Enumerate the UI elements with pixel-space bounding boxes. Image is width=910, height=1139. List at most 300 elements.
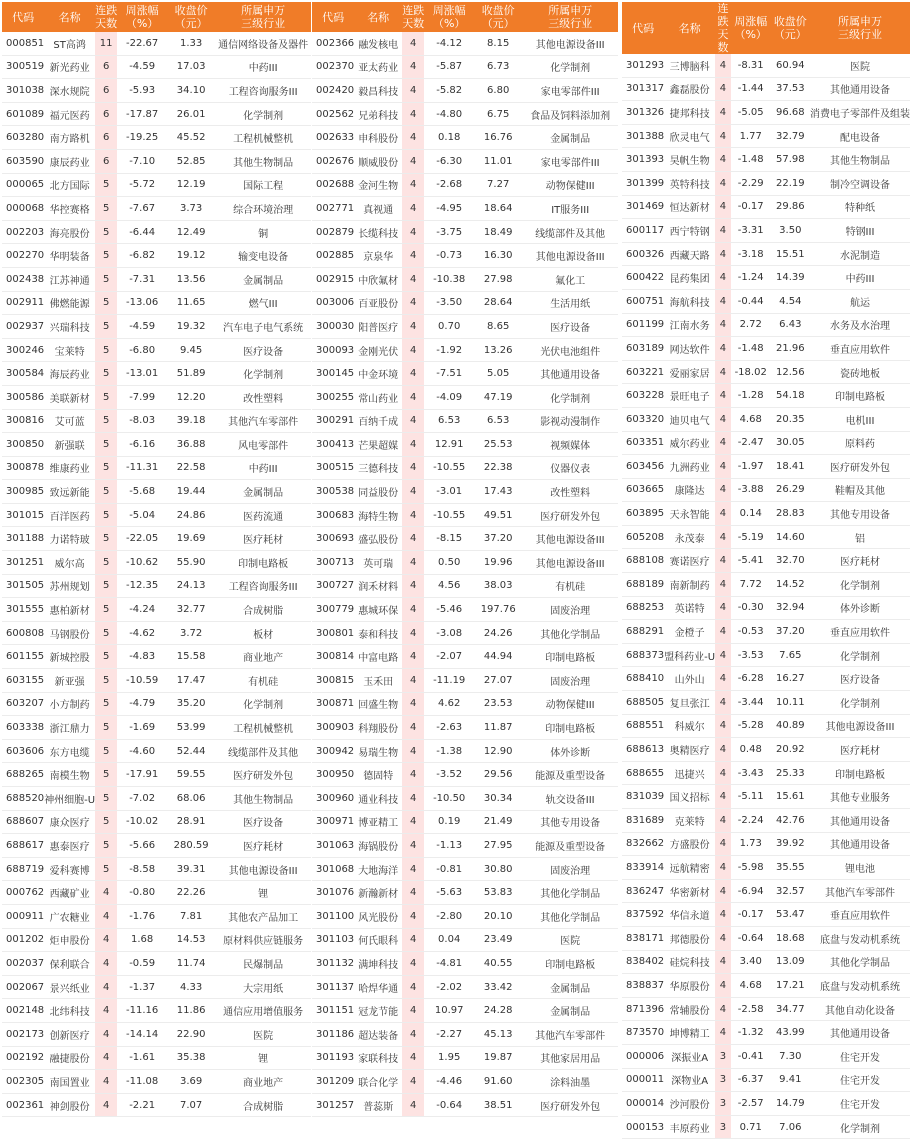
consecutive-down-days-cell: 4 — [402, 456, 424, 480]
stock-code-cell: 301015 — [2, 503, 44, 527]
stock-code-cell: 688613 — [622, 738, 664, 762]
stock-code-cell: 300850 — [2, 433, 44, 457]
industry-cell: 其他专用设备 — [522, 810, 618, 834]
consecutive-down-days-cell: 4 — [715, 124, 731, 148]
stock-code-cell: 301063 — [312, 834, 354, 858]
stock-code-cell: 603606 — [2, 739, 44, 763]
stock-name-cell: 山外山 — [664, 667, 715, 691]
stock-name-cell: 威尔高 — [44, 551, 95, 575]
close-price-cell: 11.74 — [167, 952, 215, 976]
stock-code-cell: 603895 — [622, 502, 664, 526]
table-row — [2, 810, 311, 834]
consecutive-down-days-cell: 4 — [402, 338, 424, 362]
close-price-cell: 22.38 — [474, 456, 522, 480]
weekly-change-cell: -11.31 — [117, 456, 167, 480]
weekly-change-cell: -1.69 — [117, 716, 167, 740]
close-price-cell: 37.53 — [771, 77, 810, 101]
stock-code-cell: 301188 — [2, 527, 44, 551]
industry-cell: 金属制品 — [522, 999, 618, 1023]
industry-cell: 其他电源设备III — [522, 527, 618, 551]
industry-cell: 家电零部件III — [522, 79, 618, 103]
close-price-cell: 19.44 — [167, 480, 215, 504]
stock-code-cell: 301326 — [622, 101, 664, 125]
industry-cell: 印制电路板 — [215, 551, 311, 575]
stock-name-cell: 苏州规划 — [44, 574, 95, 598]
consecutive-down-days-cell: 5 — [95, 527, 117, 551]
table-row — [312, 952, 618, 976]
consecutive-down-days-cell: 5 — [95, 173, 117, 197]
industry-cell: 印制电路板 — [522, 716, 618, 740]
consecutive-down-days-cell: 4 — [715, 761, 731, 785]
industry-cell: 鞋帽及其他 — [810, 478, 910, 502]
header-stock-name: 名称 — [664, 2, 715, 54]
industry-cell: 金属制品 — [522, 126, 618, 150]
weekly-change-cell: -8.58 — [117, 857, 167, 881]
header-stock-code: 代码 — [2, 2, 44, 32]
consecutive-down-days-cell: 4 — [95, 904, 117, 928]
industry-cell: 商业地产 — [215, 1070, 311, 1094]
weekly-change-cell: -10.55 — [424, 456, 474, 480]
weekly-change-cell: -4.12 — [424, 32, 474, 55]
close-price-cell: 23.53 — [474, 692, 522, 716]
stock-code-cell: 301399 — [622, 171, 664, 195]
stock-name-cell: 真视通 — [354, 197, 402, 221]
consecutive-down-days-cell: 4 — [402, 480, 424, 504]
stock-name-cell: 新光药业 — [44, 55, 95, 79]
industry-cell: 有机硅 — [215, 669, 311, 693]
industry-cell: 通信应用增值服务 — [215, 999, 311, 1023]
stock-name-cell: 盛弘股份 — [354, 527, 402, 551]
industry-cell: 金属制品 — [215, 267, 311, 291]
weekly-change-cell: -6.44 — [117, 220, 167, 244]
stock-code-cell: 600751 — [622, 289, 664, 313]
close-price-cell: 22.58 — [167, 456, 215, 480]
consecutive-down-days-cell: 4 — [402, 739, 424, 763]
industry-cell: 其他化学制品 — [522, 904, 618, 928]
industry-cell: 航运 — [810, 289, 910, 313]
close-price-cell: 14.60 — [771, 525, 810, 549]
stock-code-cell: 000014 — [622, 1092, 664, 1116]
close-price-cell: 49.51 — [474, 503, 522, 527]
weekly-change-cell: -3.88 — [731, 478, 771, 502]
table-row — [312, 315, 618, 339]
consecutive-down-days-cell: 5 — [95, 692, 117, 716]
close-price-cell: 45.13 — [474, 1022, 522, 1046]
table-row — [2, 149, 311, 173]
table-row — [622, 289, 910, 313]
stock-code-cell: 300030 — [312, 315, 354, 339]
table-row — [2, 197, 311, 221]
table-row — [2, 716, 311, 740]
close-price-cell: 4.54 — [771, 289, 810, 313]
weekly-change-cell: -2.57 — [731, 1092, 771, 1116]
industry-cell: 综合环境治理 — [215, 197, 311, 221]
consecutive-down-days-cell: 4 — [715, 384, 731, 408]
weekly-change-cell: 1.95 — [424, 1046, 474, 1070]
table-row — [622, 785, 910, 809]
weekly-change-cell: 1.73 — [731, 832, 771, 856]
consecutive-down-days-cell: 6 — [95, 79, 117, 103]
table-row — [312, 456, 618, 480]
close-price-cell: 197.76 — [474, 598, 522, 622]
stock-name-cell: 回盛生物 — [354, 692, 402, 716]
stock-code-cell: 300971 — [312, 810, 354, 834]
table-row — [2, 1093, 311, 1117]
close-price-cell: 3.50 — [771, 219, 810, 243]
table-row — [2, 904, 311, 928]
stock-name-cell: 常山药业 — [354, 385, 402, 409]
stock-code-cell: 300255 — [312, 385, 354, 409]
close-price-cell: 7.65 — [771, 643, 810, 667]
stock-code-cell: 603320 — [622, 407, 664, 431]
weekly-change-cell: -5.72 — [117, 173, 167, 197]
stock-code-cell: 837592 — [622, 903, 664, 927]
stock-code-cell: 838171 — [622, 926, 664, 950]
table-row — [2, 952, 311, 976]
weekly-change-cell: -5.04 — [117, 503, 167, 527]
stock-name-cell: 阳普医疗 — [354, 315, 402, 339]
stock-name-cell: 南新制药 — [664, 573, 715, 597]
industry-cell: 医疗研发外包 — [522, 1093, 618, 1117]
stock-code-cell: 002037 — [2, 952, 44, 976]
consecutive-down-days-cell: 4 — [95, 1093, 117, 1117]
weekly-change-cell: -1.48 — [731, 337, 771, 361]
stock-code-cell: 838837 — [622, 974, 664, 998]
table-row — [312, 32, 618, 55]
consecutive-down-days-cell: 5 — [95, 315, 117, 339]
weekly-change-cell: 12.91 — [424, 433, 474, 457]
table-row — [312, 527, 618, 551]
close-price-cell: 28.83 — [771, 502, 810, 526]
table-row — [312, 621, 618, 645]
weekly-change-cell: -5.66 — [117, 834, 167, 858]
stock-code-cell: 301257 — [312, 1093, 354, 1117]
industry-cell: 中药III — [215, 456, 311, 480]
stock-code-cell: 000068 — [2, 197, 44, 221]
table-row — [622, 337, 910, 361]
stock-name-cell: 深物业A — [664, 1068, 715, 1092]
weekly-change-cell: -5.93 — [117, 79, 167, 103]
consecutive-down-days-cell: 4 — [402, 55, 424, 79]
stock-name-cell: 何氏眼科 — [354, 928, 402, 952]
weekly-change-cell: -3.01 — [424, 480, 474, 504]
close-price-cell: 28.91 — [167, 810, 215, 834]
stock-name-cell: 风光股份 — [354, 904, 402, 928]
consecutive-down-days-cell: 5 — [95, 551, 117, 575]
weekly-change-cell: -2.07 — [424, 645, 474, 669]
industry-cell: 其他家居用品 — [522, 1046, 618, 1070]
consecutive-down-days-cell: 4 — [402, 503, 424, 527]
weekly-change-cell: -14.14 — [117, 1022, 167, 1046]
header-industry: 所属申万 三级行业 — [810, 2, 910, 54]
close-price-cell: 3.72 — [167, 621, 215, 645]
stock-name-cell: 迪贝电气 — [664, 407, 715, 431]
weekly-change-cell: -0.17 — [731, 195, 771, 219]
close-price-cell: 44.94 — [474, 645, 522, 669]
consecutive-down-days-cell: 4 — [715, 926, 731, 950]
consecutive-down-days-cell: 4 — [402, 385, 424, 409]
stock-code-cell: 831039 — [622, 785, 664, 809]
close-price-cell: 29.86 — [771, 195, 810, 219]
weekly-change-cell: 0.71 — [731, 1115, 771, 1139]
weekly-change-cell: -1.24 — [731, 266, 771, 290]
close-price-cell: 12.20 — [167, 385, 215, 409]
industry-cell: 生活用纸 — [522, 291, 618, 315]
consecutive-down-days-cell: 5 — [95, 456, 117, 480]
consecutive-down-days-cell: 5 — [95, 433, 117, 457]
table-header-row — [2, 2, 311, 32]
weekly-change-cell: -0.81 — [424, 857, 474, 881]
weekly-change-cell: -4.09 — [424, 385, 474, 409]
stock-name-cell: 华原股份 — [664, 974, 715, 998]
stock-code-cell: 002067 — [2, 975, 44, 999]
stock-name-cell: 江苏神通 — [44, 267, 95, 291]
table-row — [622, 620, 910, 644]
stock-code-cell: 301103 — [312, 928, 354, 952]
weekly-change-cell: -6.80 — [117, 338, 167, 362]
table-row — [2, 220, 311, 244]
consecutive-down-days-cell: 6 — [95, 126, 117, 150]
stock-code-cell: 002361 — [2, 1093, 44, 1117]
consecutive-down-days-cell: 4 — [95, 1046, 117, 1070]
industry-cell: 其他专用设备 — [810, 502, 910, 526]
table-row — [2, 32, 311, 55]
stock-name-cell: 复旦张江 — [664, 691, 715, 715]
weekly-change-cell: -5.19 — [731, 525, 771, 549]
stock-name-cell: 大地海洋 — [354, 857, 402, 881]
weekly-change-cell: -3.18 — [731, 242, 771, 266]
close-price-cell: 24.13 — [167, 574, 215, 598]
stock-code-cell: 002305 — [2, 1070, 44, 1094]
industry-cell: 涂料油墨 — [522, 1070, 618, 1094]
consecutive-down-days-cell: 4 — [402, 362, 424, 386]
stock-code-cell: 603351 — [622, 431, 664, 455]
close-price-cell: 19.12 — [167, 244, 215, 268]
stock-name-cell: 常辅股份 — [664, 997, 715, 1021]
consecutive-down-days-cell: 4 — [402, 763, 424, 787]
weekly-change-cell: -0.44 — [731, 289, 771, 313]
consecutive-down-days-cell: 4 — [402, 409, 424, 433]
consecutive-down-days-cell: 3 — [715, 1044, 731, 1068]
stock-name-cell: 西藏矿业 — [44, 881, 95, 905]
stock-code-cell: 301038 — [2, 79, 44, 103]
industry-cell: 轨交设备III — [522, 787, 618, 811]
stock-name-cell: 宝莱特 — [44, 338, 95, 362]
close-price-cell: 39.92 — [771, 832, 810, 856]
industry-cell: 医疗设备 — [522, 315, 618, 339]
table-row — [2, 645, 311, 669]
weekly-change-cell: -0.53 — [731, 620, 771, 644]
close-price-cell: 38.51 — [474, 1093, 522, 1117]
table-row — [312, 975, 618, 999]
stock-name-cell: 创新医疗 — [44, 1022, 95, 1046]
stock-code-cell: 301132 — [312, 952, 354, 976]
stock-name-cell: 科威尔 — [664, 714, 715, 738]
industry-cell: 锂 — [215, 1046, 311, 1070]
industry-cell: 其他生物制品 — [810, 148, 910, 172]
weekly-change-cell: -22.05 — [117, 527, 167, 551]
stock-code-cell: 301293 — [622, 54, 664, 77]
industry-cell: 民爆制品 — [215, 952, 311, 976]
close-price-cell: 4.33 — [167, 975, 215, 999]
stock-name-cell: 易瑞生物 — [354, 739, 402, 763]
close-price-cell: 42.76 — [771, 809, 810, 833]
consecutive-down-days-cell: 4 — [402, 574, 424, 598]
consecutive-down-days-cell: 5 — [95, 197, 117, 221]
table-row — [622, 148, 910, 172]
weekly-change-cell: -5.63 — [424, 881, 474, 905]
stock-name-cell: 德固特 — [354, 763, 402, 787]
table-row — [312, 1046, 618, 1070]
stock-name-cell: 迅捷兴 — [664, 761, 715, 785]
industry-cell: 合成树脂 — [215, 598, 311, 622]
industry-cell: 医疗耗材 — [810, 738, 910, 762]
table-row — [312, 669, 618, 693]
table-row — [622, 950, 910, 974]
close-price-cell: 32.94 — [771, 596, 810, 620]
weekly-change-cell: -4.62 — [117, 621, 167, 645]
weekly-change-cell: -1.38 — [424, 739, 474, 763]
close-price-cell: 20.35 — [771, 407, 810, 431]
stock-code-cell: 688655 — [622, 761, 664, 785]
industry-cell: 化学制剂 — [810, 1115, 910, 1139]
weekly-change-cell: -0.59 — [117, 952, 167, 976]
industry-cell: 印制电路板 — [810, 761, 910, 785]
table-row — [622, 596, 910, 620]
stock-name-cell: 同益股份 — [354, 480, 402, 504]
close-price-cell: 14.39 — [771, 266, 810, 290]
close-price-cell: 18.41 — [771, 455, 810, 479]
stock-code-cell: 300145 — [312, 362, 354, 386]
stock-name-cell: 沙河股份 — [664, 1092, 715, 1116]
industry-cell: 医疗耗材 — [215, 834, 311, 858]
close-price-cell: 40.55 — [474, 952, 522, 976]
stock-code-cell: 836247 — [622, 879, 664, 903]
consecutive-down-days-cell: 4 — [402, 928, 424, 952]
table-row — [312, 645, 618, 669]
close-price-cell: 6.43 — [771, 313, 810, 337]
stock-code-cell: 603590 — [2, 149, 44, 173]
stock-code-cell: 002370 — [312, 55, 354, 79]
table-body — [2, 32, 311, 1117]
table-row — [312, 999, 618, 1023]
consecutive-down-days-cell: 5 — [95, 739, 117, 763]
table-row — [622, 124, 910, 148]
consecutive-down-days-cell: 4 — [402, 267, 424, 291]
table-row — [2, 574, 311, 598]
stock-code-cell: 300950 — [312, 763, 354, 787]
table-row — [2, 126, 311, 150]
industry-cell: 医疗设备 — [215, 810, 311, 834]
close-price-cell: 52.44 — [167, 739, 215, 763]
consecutive-down-days-cell: 4 — [715, 667, 731, 691]
stock-code-cell: 002173 — [2, 1022, 44, 1046]
table-row — [312, 881, 618, 905]
close-price-cell: 19.96 — [474, 551, 522, 575]
industry-cell: 改性塑料 — [522, 480, 618, 504]
stock-code-cell: 300538 — [312, 480, 354, 504]
stock-code-cell: 603189 — [622, 337, 664, 361]
stock-code-cell: 002420 — [312, 79, 354, 103]
consecutive-down-days-cell: 11 — [95, 32, 117, 55]
industry-cell: 化学制剂 — [215, 102, 311, 126]
stock-name-cell: 艾可蓝 — [44, 409, 95, 433]
stock-code-cell: 001202 — [2, 928, 44, 952]
close-price-cell: 6.73 — [474, 55, 522, 79]
industry-cell: 锂 — [215, 881, 311, 905]
stock-code-cell: 603280 — [2, 126, 44, 150]
industry-cell: 消费电子零部件及组装 — [810, 101, 910, 125]
table-row — [622, 266, 910, 290]
weekly-change-cell: -4.46 — [424, 1070, 474, 1094]
consecutive-down-days-cell: 5 — [95, 338, 117, 362]
weekly-change-cell: -0.80 — [117, 881, 167, 905]
consecutive-down-days-cell: 4 — [95, 928, 117, 952]
stock-code-cell: 688410 — [622, 667, 664, 691]
weekly-change-cell: -10.59 — [117, 669, 167, 693]
stock-name-cell: 康众医疗 — [44, 810, 95, 834]
consecutive-down-days-cell: 5 — [95, 857, 117, 881]
industry-cell: 固废治理 — [522, 857, 618, 881]
weekly-change-cell: -10.55 — [424, 503, 474, 527]
stock-name-cell: 华密新材 — [664, 879, 715, 903]
table-row — [312, 598, 618, 622]
industry-cell: 其他电源设备III — [215, 857, 311, 881]
stock-code-cell: 002885 — [312, 244, 354, 268]
stock-code-cell: 300960 — [312, 787, 354, 811]
weekly-change-cell: 3.40 — [731, 950, 771, 974]
consecutive-down-days-cell: 5 — [95, 503, 117, 527]
table-row — [2, 621, 311, 645]
table-row — [622, 407, 910, 431]
weekly-change-cell: -11.08 — [117, 1070, 167, 1094]
stock-name-cell: 深水规院 — [44, 79, 95, 103]
table-row — [622, 738, 910, 762]
close-price-cell: 27.98 — [474, 267, 522, 291]
table-row — [2, 669, 311, 693]
table-row — [622, 77, 910, 101]
close-price-cell: 17.47 — [167, 669, 215, 693]
stock-name-cell: 北方国际 — [44, 173, 95, 197]
weekly-change-cell: -7.99 — [117, 385, 167, 409]
table-row — [622, 242, 910, 266]
consecutive-down-days-cell: 4 — [715, 242, 731, 266]
stock-code-cell: 688189 — [622, 573, 664, 597]
stock-name-cell: 金橙子 — [664, 620, 715, 644]
stock-name-cell: 海锅股份 — [354, 834, 402, 858]
table-row — [622, 926, 910, 950]
table-row — [622, 714, 910, 738]
close-price-cell: 27.07 — [474, 669, 522, 693]
consecutive-down-days-cell: 4 — [715, 620, 731, 644]
table-row — [2, 503, 311, 527]
header-stock-name: 名称 — [44, 2, 95, 32]
stock-code-cell: 301186 — [312, 1022, 354, 1046]
stock-name-cell: 满坤科技 — [354, 952, 402, 976]
weekly-change-cell: -4.24 — [117, 598, 167, 622]
stock-name-cell: 金河生物 — [354, 173, 402, 197]
close-price-cell: 27.95 — [474, 834, 522, 858]
table-row — [312, 503, 618, 527]
weekly-change-cell: -6.30 — [424, 149, 474, 173]
industry-cell: 医院 — [522, 928, 618, 952]
weekly-change-cell: 0.14 — [731, 502, 771, 526]
stock-code-cell: 603155 — [2, 669, 44, 693]
table-row — [312, 1022, 618, 1046]
close-price-cell: 8.15 — [474, 32, 522, 55]
table-row — [312, 1093, 618, 1117]
consecutive-down-days-cell: 4 — [402, 645, 424, 669]
